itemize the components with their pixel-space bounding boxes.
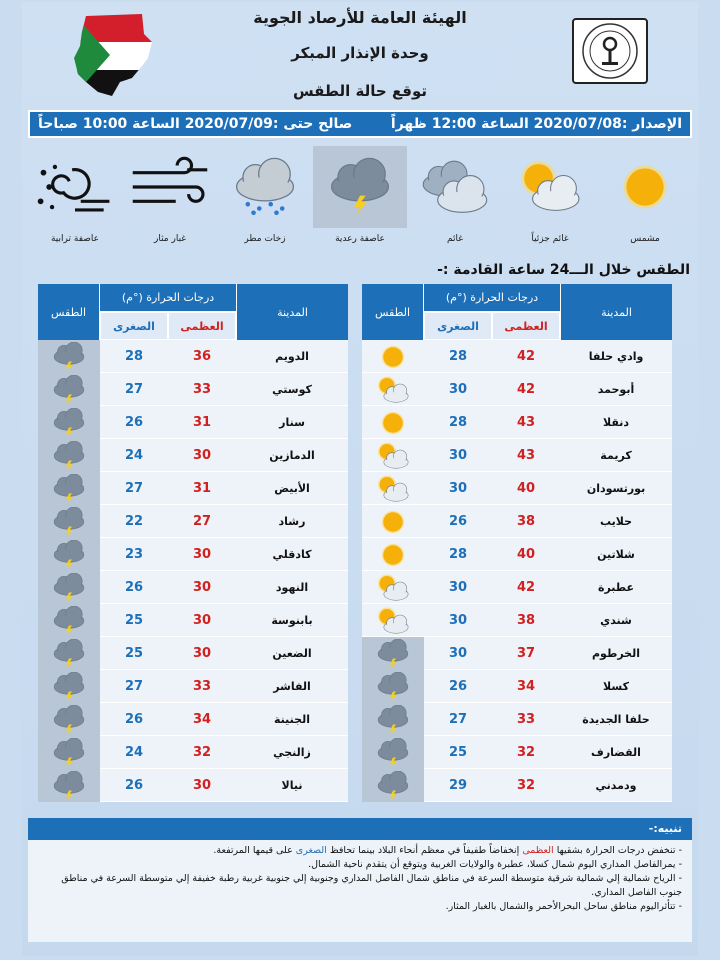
thunderstorm-icon <box>38 604 100 637</box>
max-temp: 40 <box>516 481 536 496</box>
min-temp: 26 <box>448 514 468 529</box>
legend-label: غبار مثار <box>154 234 186 244</box>
table-row <box>38 472 348 505</box>
table-row <box>362 670 672 703</box>
table-row <box>362 604 672 637</box>
city-name: سنار <box>279 416 305 429</box>
city-name: زالنجي <box>273 746 311 759</box>
max-temp: 30 <box>192 547 212 562</box>
max-temp: 30 <box>192 448 212 463</box>
issue-bar <box>28 110 692 138</box>
min-temp: 24 <box>124 448 144 463</box>
table-header <box>362 284 672 340</box>
table-row <box>362 769 672 802</box>
table-header <box>38 284 348 340</box>
table-row <box>362 736 672 769</box>
min-temp: 30 <box>448 613 468 628</box>
max-temp: 36 <box>192 349 212 364</box>
city-name: الدويم <box>275 350 309 363</box>
max-temp: 42 <box>516 349 536 364</box>
org-title: الهيئة العامة للأرصاد الجوية <box>253 8 467 27</box>
note-2: - يمرالفاصل المداري اليوم شمال كسلا، عطبرة والولايات الغربية ويتوقع أن يتقدم ناحية الشمال. <box>308 859 682 870</box>
table-row <box>38 505 348 538</box>
table-body <box>362 340 672 802</box>
sun-icon <box>362 406 424 439</box>
note-max-highlight: العظمى <box>522 845 554 856</box>
min-temp: 27 <box>124 481 144 496</box>
thunderstorm-icon <box>362 637 424 670</box>
min-temp: 28 <box>124 349 144 364</box>
header-city: المدينة <box>236 284 348 340</box>
table-body <box>38 340 348 802</box>
thunderstorm-icon <box>38 505 100 538</box>
max-temp: 33 <box>192 679 212 694</box>
min-temp: 27 <box>124 382 144 397</box>
partly-cloudy-icon <box>362 604 424 637</box>
table-row <box>38 406 348 439</box>
page-title: توقع حالة الطقس <box>292 82 428 100</box>
sun-icon <box>362 538 424 571</box>
weather-legend <box>28 146 692 254</box>
table-row <box>38 340 348 373</box>
min-temp: 27 <box>124 679 144 694</box>
table-row <box>362 439 672 472</box>
header-max: العظمى <box>492 312 560 340</box>
max-temp: 30 <box>192 778 212 793</box>
partly-cloudy-icon <box>362 373 424 406</box>
partly-cloudy-icon <box>362 472 424 505</box>
partly-cloudy-icon <box>362 439 424 472</box>
max-temp: 37 <box>516 646 536 661</box>
legend-item <box>123 146 217 254</box>
blowing-dust-icon <box>123 146 217 228</box>
table-row <box>362 571 672 604</box>
city-name: نيالا <box>281 779 303 792</box>
table-row <box>38 703 348 736</box>
max-temp: 42 <box>516 382 536 397</box>
city-name: كوستي <box>272 383 312 396</box>
max-temp: 42 <box>516 580 536 595</box>
thunderstorm-icon <box>38 439 100 472</box>
table-row <box>38 439 348 472</box>
min-temp: 25 <box>124 613 144 628</box>
partly-cloudy-icon <box>362 571 424 604</box>
thunderstorm-icon <box>362 703 424 736</box>
max-temp: 32 <box>516 778 536 793</box>
min-temp: 26 <box>124 778 144 793</box>
legend-item <box>598 146 692 254</box>
header-city: المدينة <box>560 284 672 340</box>
max-temp: 30 <box>192 646 212 661</box>
forecast-table-left <box>38 284 348 802</box>
note-4: - تتأثراليوم مناطق ساحل البحرالأحمر والشمال بالغبار المثار. <box>445 901 682 912</box>
city-name: الخرطوم <box>592 647 640 660</box>
thunderstorm-icon <box>362 769 424 802</box>
table-row <box>38 736 348 769</box>
table-row <box>362 505 672 538</box>
thunderstorm-icon <box>38 373 100 406</box>
city-name: ودمدني <box>595 779 637 792</box>
thunderstorm-icon <box>38 670 100 703</box>
header-min: الصغرى <box>424 312 492 340</box>
legend-item <box>28 146 122 254</box>
min-temp: 25 <box>448 745 468 760</box>
min-temp: 28 <box>448 349 468 364</box>
table-row <box>362 406 672 439</box>
unit-title: وحدة الإنذار المبكر <box>291 44 429 62</box>
city-name: كريمة <box>600 449 632 462</box>
city-name: بورتسودان <box>586 482 646 495</box>
min-temp: 25 <box>124 646 144 661</box>
section-heading: الطقس خلال الـــ24 ساعة القادمة :- <box>437 262 690 278</box>
table-row <box>38 637 348 670</box>
city-name: عطبرة <box>597 581 635 594</box>
note-3: - الرياح شمالية إلي شمالية شرقية متوسطة السرعة في مناطق شمال الفاصل المداري وجنوبية إلي جنوبية غربية رطبة خفيفة إلي متوسطة السرعة في مناطق جنوب الفاصل المداري. <box>61 873 682 898</box>
header-temperatures: درجات الحرارة (°م) <box>100 284 236 312</box>
thunderstorm-icon <box>38 340 100 373</box>
min-temp: 30 <box>448 481 468 496</box>
max-temp: 38 <box>516 613 536 628</box>
sun-icon <box>362 340 424 373</box>
valid-until: صالح حتى :2020/07/09 الساعة 10:00 صباحاً <box>38 116 353 132</box>
thunderstorm-icon <box>38 703 100 736</box>
max-temp: 30 <box>192 580 212 595</box>
min-temp: 30 <box>448 382 468 397</box>
notes-heading: تنبيه:- <box>28 818 692 840</box>
logo-emblem-icon <box>574 20 646 82</box>
header-weather: الطقس <box>38 284 100 340</box>
city-name: الجنينة <box>274 713 310 726</box>
city-name: كسلا <box>603 680 629 693</box>
thunderstorm-icon <box>38 571 100 604</box>
min-temp: 27 <box>448 712 468 727</box>
legend-item <box>408 146 502 254</box>
table-row <box>38 670 348 703</box>
max-temp: 31 <box>192 415 212 430</box>
legend-label: زخات مطر <box>244 234 286 244</box>
min-temp: 29 <box>448 778 468 793</box>
issue-time: الإصدار :2020/07/08 الساعة 12:00 ظهراً <box>390 116 682 132</box>
city-name: الفاشر <box>273 680 311 693</box>
partly-cloudy-icon <box>503 146 597 228</box>
sun-icon <box>362 505 424 538</box>
city-name: الضعين <box>272 647 312 660</box>
table-row <box>38 571 348 604</box>
cloudy-icon <box>408 146 502 228</box>
city-name: وادي حلفا <box>588 350 644 363</box>
city-name: شلاتين <box>597 548 635 561</box>
sudan-flag-map-icon <box>72 12 156 98</box>
thunderstorm-icon <box>38 406 100 439</box>
thunderstorm-icon <box>362 670 424 703</box>
min-temp: 23 <box>124 547 144 562</box>
max-temp: 27 <box>192 514 212 529</box>
city-name: الدمازين <box>269 449 315 462</box>
table-row <box>362 472 672 505</box>
max-temp: 33 <box>192 382 212 397</box>
legend-item <box>218 146 312 254</box>
notes-body <box>28 840 692 918</box>
note-min-highlight: الصغرى <box>295 845 327 856</box>
legend-label: غائم جزئياً <box>531 234 569 244</box>
min-temp: 26 <box>448 679 468 694</box>
city-name: شندي <box>600 614 632 627</box>
max-temp: 38 <box>516 514 536 529</box>
notes-panel <box>28 818 692 942</box>
sun-icon <box>598 146 692 228</box>
min-temp: 30 <box>448 448 468 463</box>
city-name: الأبيض <box>274 482 310 495</box>
table-row <box>362 703 672 736</box>
note-1: - تنخفض درجات الحرارة بشقيها العظمى إنخفاضاً طفيفاً في معظم أنحاء البلاد بينما تحافظ الصغرى على قيمها المرتفعة. <box>213 845 682 856</box>
thunderstorm-icon <box>38 736 100 769</box>
table-row <box>38 538 348 571</box>
max-temp: 34 <box>192 712 212 727</box>
forecast-table-right <box>362 284 672 802</box>
table-row <box>362 340 672 373</box>
city-name: القضارف <box>591 746 641 759</box>
table-row <box>362 538 672 571</box>
city-name: النهود <box>275 581 309 594</box>
legend-label: غائم <box>447 234 463 244</box>
thunderstorm-icon <box>38 538 100 571</box>
city-name: كادقلي <box>272 548 312 561</box>
table-row <box>38 769 348 802</box>
min-temp: 30 <box>448 646 468 661</box>
dust-storm-icon <box>28 146 122 228</box>
min-temp: 26 <box>124 580 144 595</box>
min-temp: 26 <box>124 712 144 727</box>
thunderstorm-icon <box>38 472 100 505</box>
legend-item <box>503 146 597 254</box>
header-max: العظمى <box>168 312 236 340</box>
city-name: حلايب <box>599 515 633 528</box>
min-temp: 30 <box>448 580 468 595</box>
min-temp: 22 <box>124 514 144 529</box>
max-temp: 34 <box>516 679 536 694</box>
legend-label: عاصفة رعدية <box>335 234 385 244</box>
max-temp: 33 <box>516 712 536 727</box>
legend-label: مشمس <box>630 234 660 244</box>
max-temp: 30 <box>192 613 212 628</box>
max-temp: 32 <box>516 745 536 760</box>
thunderstorm-icon <box>313 146 407 228</box>
header-min: الصغرى <box>100 312 168 340</box>
max-temp: 43 <box>516 415 536 430</box>
table-row <box>362 637 672 670</box>
max-temp: 40 <box>516 547 536 562</box>
city-name: أبوحمد <box>597 383 635 396</box>
city-name: بابنوسة <box>271 614 313 627</box>
header-weather: الطقس <box>362 284 424 340</box>
max-temp: 31 <box>192 481 212 496</box>
city-name: حلفا الجديدة <box>582 713 650 726</box>
thunderstorm-icon <box>38 769 100 802</box>
min-temp: 28 <box>448 547 468 562</box>
city-name: رشاد <box>278 515 306 528</box>
max-temp: 32 <box>192 745 212 760</box>
legend-item <box>313 146 407 254</box>
legend-label: عاصفة ترابية <box>50 234 99 244</box>
table-row <box>362 373 672 406</box>
min-temp: 24 <box>124 745 144 760</box>
header-temperatures: درجات الحرارة (°م) <box>424 284 560 312</box>
table-row <box>38 373 348 406</box>
city-name: دنقلا <box>602 416 630 429</box>
min-temp: 28 <box>448 415 468 430</box>
thunderstorm-icon <box>362 736 424 769</box>
showers-icon <box>218 146 312 228</box>
met-authority-logo <box>572 18 648 84</box>
max-temp: 43 <box>516 448 536 463</box>
table-row <box>38 604 348 637</box>
min-temp: 26 <box>124 415 144 430</box>
thunderstorm-icon <box>38 637 100 670</box>
